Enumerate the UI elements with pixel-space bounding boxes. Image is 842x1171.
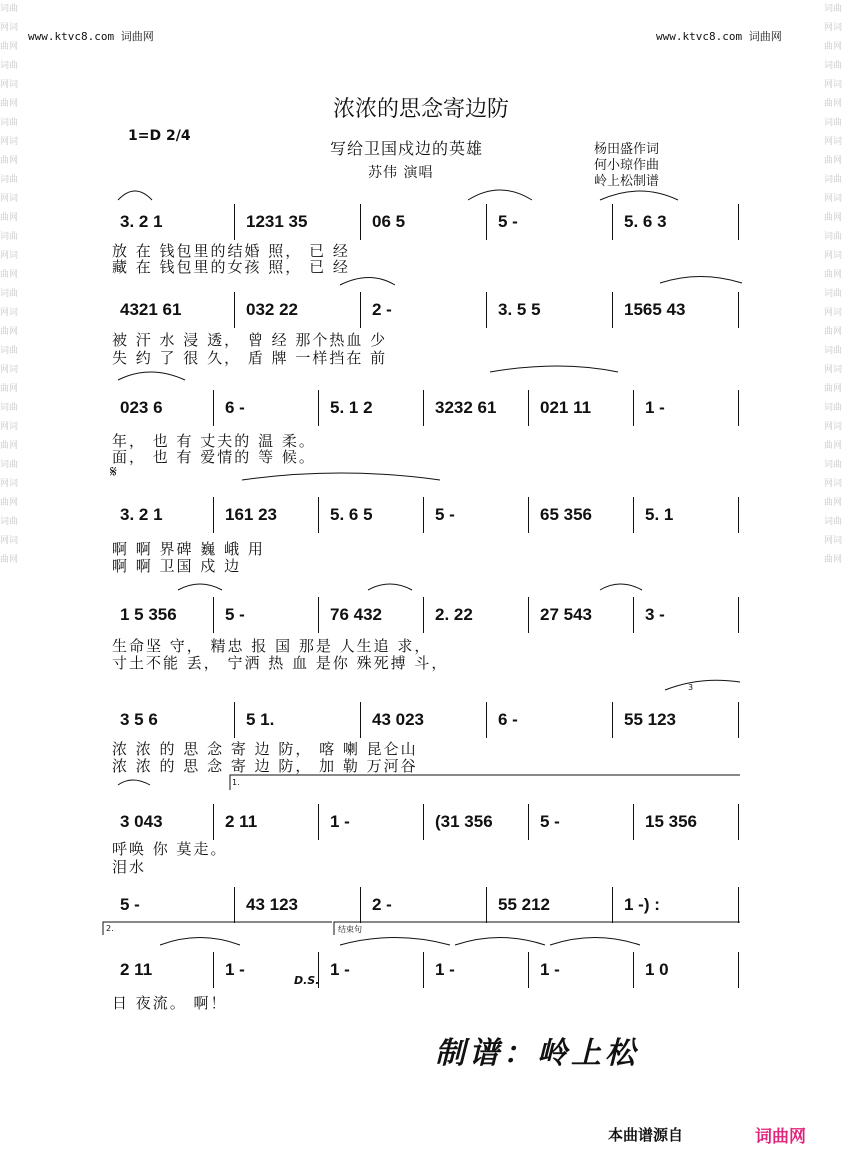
measure-notes: 5. 1 2: [330, 398, 373, 417]
measure-notes: 27 543: [540, 605, 592, 624]
measure-notes: 023 6: [120, 398, 163, 417]
measure-notes: 021 11: [540, 398, 592, 417]
measure-notes: 55 123: [624, 710, 676, 729]
measure-notes: 6 -: [498, 710, 518, 729]
volta-2: 2.: [106, 924, 114, 933]
ending-label: 结束句: [338, 925, 362, 934]
lyric-line: 寸土不能 丢， 宁洒 热 血 是你 殊死搏 斗，: [112, 654, 449, 672]
ds-marking: D.S.: [294, 974, 320, 987]
volta-1: 1.: [232, 778, 240, 787]
lyric-line: 啊 啊 界碑 巍 峨 用: [112, 540, 265, 558]
measure-notes: 5 -: [540, 812, 560, 831]
source-brand-link[interactable]: 词曲网: [755, 1127, 806, 1147]
measure-notes: 5. 6 3: [624, 212, 667, 231]
composer: 何小琼作曲: [594, 158, 660, 173]
measure-notes: 5 -: [225, 605, 245, 624]
measure-notes: 161 23: [225, 505, 277, 524]
measure-notes: 3. 2 1: [120, 505, 163, 524]
measure-notes: 5 -: [498, 212, 518, 231]
measure-notes: 43 023: [372, 710, 424, 729]
lyric-line: 浓 浓 的 思 念 寄 边 防， 喀 喇 昆仑山: [112, 740, 418, 758]
measure-notes: 1 0: [645, 960, 669, 979]
segno-sign: 𝄋: [110, 462, 117, 481]
arranger-signature: 制谱：岭上松: [435, 1036, 639, 1071]
lyric-line: 浓 浓 的 思 念 寄 边 防， 加 勒 万河谷: [112, 757, 418, 775]
measure-notes: 06 5: [372, 212, 406, 231]
measure-notes: 55 212: [498, 895, 550, 914]
site-link-left[interactable]: www.ktvc8.com 词曲网: [28, 30, 154, 43]
measure-notes: 4321 61: [120, 300, 182, 319]
measure-notes: 3. 5 5: [498, 300, 541, 319]
measure-notes: 15 356: [645, 812, 697, 831]
measure-notes: 2 11: [120, 960, 153, 979]
measure-notes: 1 -: [330, 812, 350, 831]
song-subtitle: 写给卫国戍边的英雄: [330, 139, 484, 158]
measure-notes: 43 123: [246, 895, 298, 914]
song-title: 浓浓的思念寄边防: [332, 97, 509, 122]
lyric-line: 啊 啊 卫国 戍 边: [112, 557, 242, 575]
measure-notes: 2 -: [372, 300, 392, 319]
measure-notes: 1 -: [435, 960, 455, 979]
lyric-line: 泪水: [112, 858, 147, 876]
triplet-mark: 3: [688, 683, 694, 692]
lyric-line: 藏 在 钱包里的女孩 照， 已 经: [112, 258, 350, 276]
measure-notes: 1 -: [330, 960, 350, 979]
measure-notes: 76 432: [330, 605, 382, 624]
lyric-line: 年， 也 有 丈夫的 温 柔。: [112, 432, 316, 450]
source-label: 本曲谱源自: [608, 1126, 684, 1144]
measure-notes: 1 5 356: [120, 605, 177, 624]
lyric-line: 失 约 了 很 久， 盾 牌 一样挡在 前: [112, 349, 388, 367]
measure-notes: 3 -: [645, 605, 665, 624]
measure-notes: 5 -: [435, 505, 455, 524]
lyric-line: 生命坚 守， 精忠 报 国 那是 人生追 求，: [112, 637, 432, 655]
measure-notes: 1 -: [225, 960, 245, 979]
watermark-edge-right: 词曲网词曲网词曲网词曲网词曲网词曲网词曲网词曲网词曲网词曲网词曲网词曲网词曲网词曲网词曲网词曲网词曲网词曲网词曲网词曲网: [824, 4, 842, 565]
measure-notes: 1 -: [645, 398, 665, 417]
measure-notes: 5 -: [120, 895, 140, 914]
key-signature: 1=D 2/4: [128, 128, 191, 144]
lyric-line: 面， 也 有 爱情的 等 候。: [112, 448, 316, 466]
lyric-line: 呼唤 你 莫走。: [112, 840, 228, 858]
measure-notes: 3232 61: [435, 398, 497, 417]
lyricist: 杨田盛作词: [594, 142, 660, 157]
lyric-line: 日 夜流。 啊！: [112, 994, 228, 1012]
measure-notes: 5. 6 5: [330, 505, 373, 524]
measure-notes: 6 -: [225, 398, 245, 417]
measure-notes: 5. 1: [645, 505, 674, 524]
measure-notes: 032 22: [246, 300, 298, 319]
watermark-edge-left: 词曲网词曲网词曲网词曲网词曲网词曲网词曲网词曲网词曲网词曲网词曲网词曲网词曲网词曲网词曲网词曲网词曲网词曲网词曲网词曲网: [0, 4, 18, 565]
measure-notes: 5 1.: [246, 710, 275, 729]
arranger: 岭上松制谱: [594, 174, 660, 189]
measure-notes: 1565 43: [624, 300, 686, 319]
measure-notes: 1 -: [540, 960, 560, 979]
measure-notes: 3 043: [120, 812, 163, 831]
lyric-line: 被 汗 水 浸 透， 曾 经 那个热血 少: [112, 331, 388, 349]
measure-notes: 3 5 6: [120, 710, 158, 729]
lyric-line: 放 在 钱包里的结婚 照， 已 经: [112, 242, 350, 260]
measure-notes: 3. 2 1: [120, 212, 163, 231]
measure-notes: (31 356: [435, 812, 493, 831]
measure-notes: 2. 22: [435, 605, 473, 624]
measure-notes: 1 -) :: [624, 895, 660, 914]
measure-notes: 2 11: [225, 812, 258, 831]
measure-notes: 1231 35: [246, 212, 308, 231]
measure-notes: 2 -: [372, 895, 392, 914]
site-link-right[interactable]: www.ktvc8.com 词曲网: [656, 30, 782, 43]
performer: 苏伟 演唱: [368, 165, 434, 181]
measure-notes: 65 356: [540, 505, 592, 524]
